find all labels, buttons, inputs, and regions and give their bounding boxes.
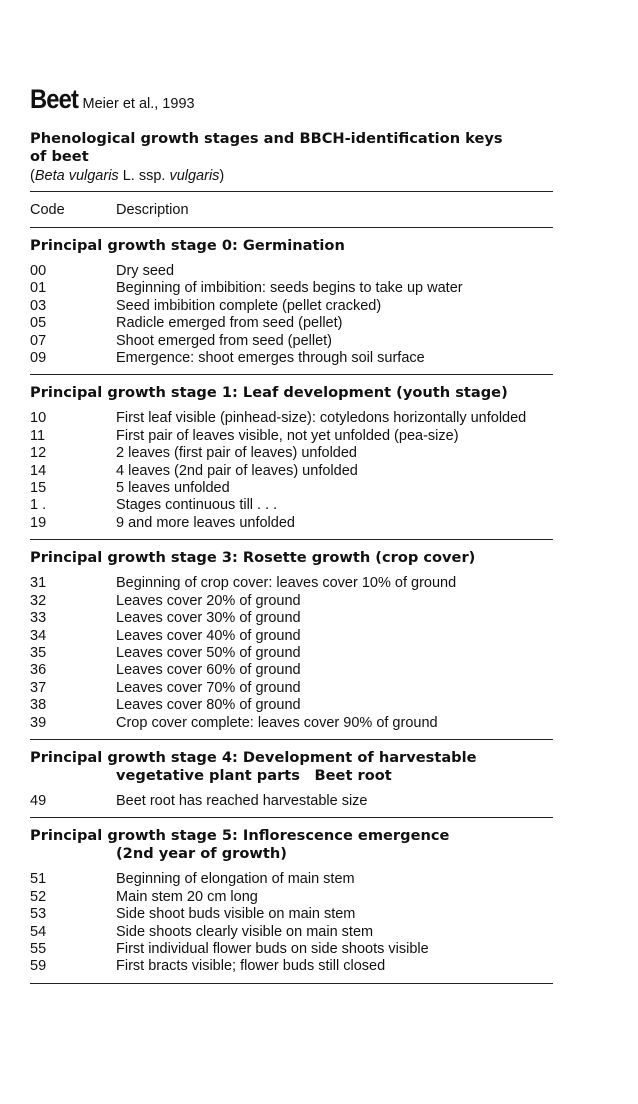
stage-code: 52 [30,888,47,905]
stage-heading [30,818,553,871]
table-row [30,697,553,714]
latin-subspecies: vulgaris [169,168,220,184]
stage-description: First bracts visible; flower buds still closed [116,958,386,975]
stage-heading-line-1: Principal growth stage 5: Inflorescence emergence [30,827,450,845]
table-row [30,645,553,662]
stage-section [30,540,553,740]
table-row [30,333,553,350]
stage-code: 00 [30,263,47,279]
document-heading [30,130,553,166]
latin-author: L. ssp. [118,168,170,184]
stage-code: 07 [30,332,47,349]
stage-description: Side shoots clearly visible on main stem [116,923,374,940]
stage-description: 9 and more leaves unfolded [116,514,295,531]
table-row [30,680,553,697]
stage-code: 11 [30,427,46,444]
stage-heading-line-1: Principal growth stage 1: Leaf development (youth stage) [30,384,508,402]
stage-code: 51 [30,871,47,888]
table-row [30,463,553,480]
stage-description: Shoot emerged from seed (pellet) [116,332,332,349]
table-row [30,715,553,732]
stage-code: 34 [30,627,47,644]
table-row [30,628,553,645]
stage-description: First individual flower buds on side shoots visible [116,940,429,957]
stage-description: Leaves cover 20% of ground [116,592,301,609]
stage-rows [30,575,553,739]
stage-heading-line-2: vegetative plant parts Beet root [116,766,392,784]
stage-description: Leaves cover 30% of ground [116,610,301,627]
stage-description: Main stem 20 cm long [116,888,258,905]
stage-code: 38 [30,697,47,714]
table-row [30,610,553,627]
stage-rows [30,871,553,982]
stage-description: 5 leaves unfolded [116,480,230,497]
stage-list [30,228,553,984]
stage-description: Leaves cover 50% of ground [116,644,301,661]
stage-description: Beginning of imbibition: seeds begins to take up water [116,280,463,297]
stage-code: 1 . [30,497,47,514]
table-row [30,958,553,975]
stage-description: Crop cover complete: leaves cover 90% of ground [116,714,438,731]
stage-heading [30,228,553,263]
stage-heading [30,740,553,793]
table-row [30,906,553,923]
stage-code: 03 [30,297,47,314]
stage-code: 37 [30,679,47,696]
stage-description: 2 leaves (first pair of leaves) unfolded [116,445,357,462]
table-row [30,924,553,941]
stage-code: 05 [30,315,47,332]
table-row [30,793,553,810]
table-row [30,350,553,367]
stage-code: 53 [30,906,47,923]
stage-heading-line-1: Principal growth stage 0: Germination [30,237,345,254]
stage-code: 01 [30,280,47,297]
stage-description: Seed imbibition complete (pellet cracked) [116,297,382,314]
latin-genus-species: Beta vulgaris [34,168,119,184]
table-row [30,662,553,679]
stage-description: Beginning of elongation of main stem [116,871,355,888]
stage-description: Leaves cover 40% of ground [116,627,301,644]
stage-description: Beginning of crop cover: leaves cover 10% of ground [116,575,457,592]
stage-code: 12 [30,445,47,462]
table-row [30,497,553,514]
stage-code: 14 [30,462,47,479]
table-row [30,315,553,332]
table-row [30,480,553,497]
stage-heading [30,540,553,575]
stage-code: 36 [30,662,47,679]
content [30,84,553,984]
stage-code: 54 [30,923,47,940]
scientific-name [30,167,553,185]
column-description: Description [116,201,189,218]
stage-description: Dry seed [116,263,175,279]
divider [30,983,553,984]
latin-close: ) [219,168,225,184]
stage-code: 19 [30,514,47,531]
citation: Meier et al., 1993 [82,96,195,112]
table-row [30,889,553,906]
column-code: Code [30,201,65,218]
stage-code: 15 [30,480,47,497]
page-title: Beet [30,84,78,114]
stage-section [30,375,553,540]
stage-description: Leaves cover 80% of ground [116,697,301,714]
stage-description: First pair of leaves visible, not yet unfolded (pea-size) [116,427,459,444]
stage-rows [30,263,553,374]
stage-code: 55 [30,940,47,957]
stage-description: 4 leaves (2nd pair of leaves) unfolded [116,462,358,479]
table-row [30,298,553,315]
table-row [30,871,553,888]
stage-description: Leaves cover 60% of ground [116,662,301,679]
stage-heading [30,375,553,410]
stage-section [30,818,553,983]
stage-description: Side shoot buds visible on main stem [116,906,356,923]
stage-code: 10 [30,410,47,427]
latin-open: ( [30,168,35,184]
stage-description: Stages continuous till . . . [116,497,278,514]
heading-line-2: of beet [30,148,89,165]
stage-code: 59 [30,958,47,975]
stage-code: 31 [30,575,47,592]
table-row [30,263,553,280]
table-row [30,410,553,427]
table-row [30,280,553,297]
stage-rows [30,793,553,817]
table-row [30,593,553,610]
stage-code: 39 [30,714,47,731]
table-row [30,428,553,445]
stage-section [30,228,553,375]
stage-code: 49 [30,792,47,809]
stage-heading-line-1: Principal growth stage 3: Rosette growth (crop cover) [30,549,476,567]
stage-code: 09 [30,350,47,367]
title-line [30,84,553,118]
stage-code: 33 [30,610,47,627]
stage-description: Leaves cover 70% of ground [116,679,301,696]
stage-code: 32 [30,592,47,609]
stage-description: Emergence: shoot emerges through soil surface [116,350,425,367]
stage-rows [30,410,553,539]
table-row [30,515,553,532]
stage-code: 35 [30,644,47,661]
table-row [30,941,553,958]
stage-heading-line-1: Principal growth stage 4: Development of harvestable [30,748,477,766]
stage-section [30,740,553,818]
column-header [30,192,553,227]
stage-heading-line-2: (2nd year of growth) [116,845,287,863]
heading-line-1: Phenological growth stages and BBCH-identification keys [30,130,503,147]
stage-description: Radicle emerged from seed (pellet) [116,315,343,332]
table-row [30,575,553,592]
table-row [30,445,553,462]
stage-description: First leaf visible (pinhead-size): cotyledons horizontally unfolded [116,410,527,427]
stage-description: Beet root has reached harvestable size [116,792,368,809]
